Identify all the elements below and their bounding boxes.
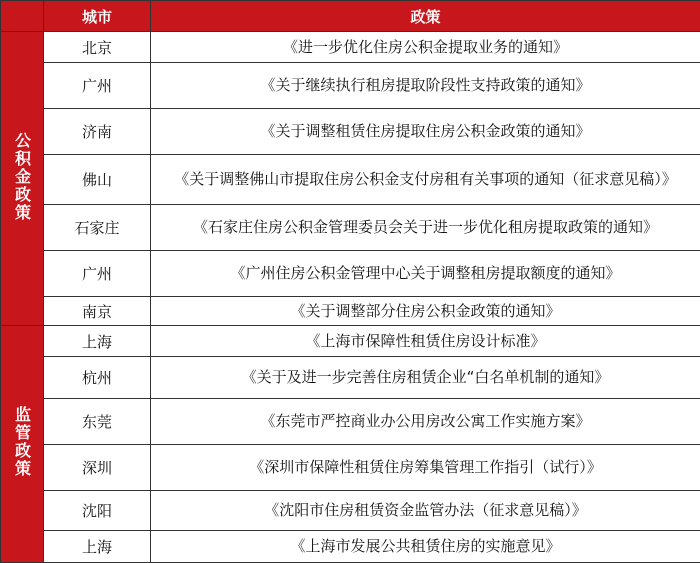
policy-cell: 《关于继续执行租房提取阶段性支持政策的通知》 bbox=[151, 63, 700, 109]
table-row bbox=[1, 326, 700, 357]
city-cell: 佛山 bbox=[44, 155, 151, 205]
policy-cell: 《关于调整租赁住房提取住房公积金政策的通知》 bbox=[151, 109, 700, 155]
header-city: 城市 bbox=[44, 1, 151, 32]
table-row bbox=[1, 205, 700, 251]
policy-cell: 《上海市发展公共租赁住房的实施意见》 bbox=[151, 531, 700, 563]
city-cell: 石家庄 bbox=[44, 205, 151, 251]
table-row bbox=[1, 445, 700, 491]
city-cell: 杭州 bbox=[44, 357, 151, 399]
table-row bbox=[1, 32, 700, 63]
header-policy: 政策 bbox=[151, 1, 700, 32]
policy-cell: 《石家庄住房公积金管理委员会关于进一步优化租房提取政策的通知》 bbox=[151, 205, 700, 251]
policy-cell: 《上海市保障性租赁住房设计标准》 bbox=[151, 326, 700, 357]
table-header-row bbox=[1, 1, 700, 32]
table-row bbox=[1, 109, 700, 155]
city-cell: 东莞 bbox=[44, 399, 151, 445]
policy-cell: 《关于调整佛山市提取住房公积金支付房租有关事项的通知（征求意见稿）》 bbox=[151, 155, 700, 205]
category-cell bbox=[1, 32, 44, 326]
policy-cell: 《沈阳市住房租赁资金监管办法（征求意见稿）》 bbox=[151, 491, 700, 531]
policy-cell: 《东莞市严控商业办公用房改公寓工作实施方案》 bbox=[151, 399, 700, 445]
city-cell: 广州 bbox=[44, 251, 151, 297]
city-cell: 沈阳 bbox=[44, 491, 151, 531]
city-cell: 上海 bbox=[44, 531, 151, 563]
city-cell: 济南 bbox=[44, 109, 151, 155]
city-cell: 广州 bbox=[44, 63, 151, 109]
category-cell bbox=[1, 326, 44, 563]
table-row bbox=[1, 155, 700, 205]
city-cell: 北京 bbox=[44, 32, 151, 63]
table-row bbox=[1, 399, 700, 445]
city-cell: 上海 bbox=[44, 326, 151, 357]
table-row bbox=[1, 491, 700, 531]
table-row bbox=[1, 357, 700, 399]
table-row bbox=[1, 531, 700, 563]
category-label: 监管政策 bbox=[11, 406, 34, 478]
table-row bbox=[1, 251, 700, 297]
table-row bbox=[1, 297, 700, 326]
category-label: 公积金政策 bbox=[11, 132, 34, 222]
policy-cell: 《进一步优化住房公积金提取业务的通知》 bbox=[151, 32, 700, 63]
policy-cell: 《关于及进一步完善住房租赁企业“白名单机制的通知》 bbox=[151, 357, 700, 399]
policy-cell: 《关于调整部分住房公积金政策的通知》 bbox=[151, 297, 700, 326]
header-blank-cell bbox=[1, 1, 44, 32]
policy-cell: 《广州住房公积金管理中心关于调整租房提取额度的通知》 bbox=[151, 251, 700, 297]
city-cell: 深圳 bbox=[44, 445, 151, 491]
policy-cell: 《深圳市保障性租赁住房筹集管理工作指引（试行）》 bbox=[151, 445, 700, 491]
city-cell: 南京 bbox=[44, 297, 151, 326]
table-row bbox=[1, 63, 700, 109]
